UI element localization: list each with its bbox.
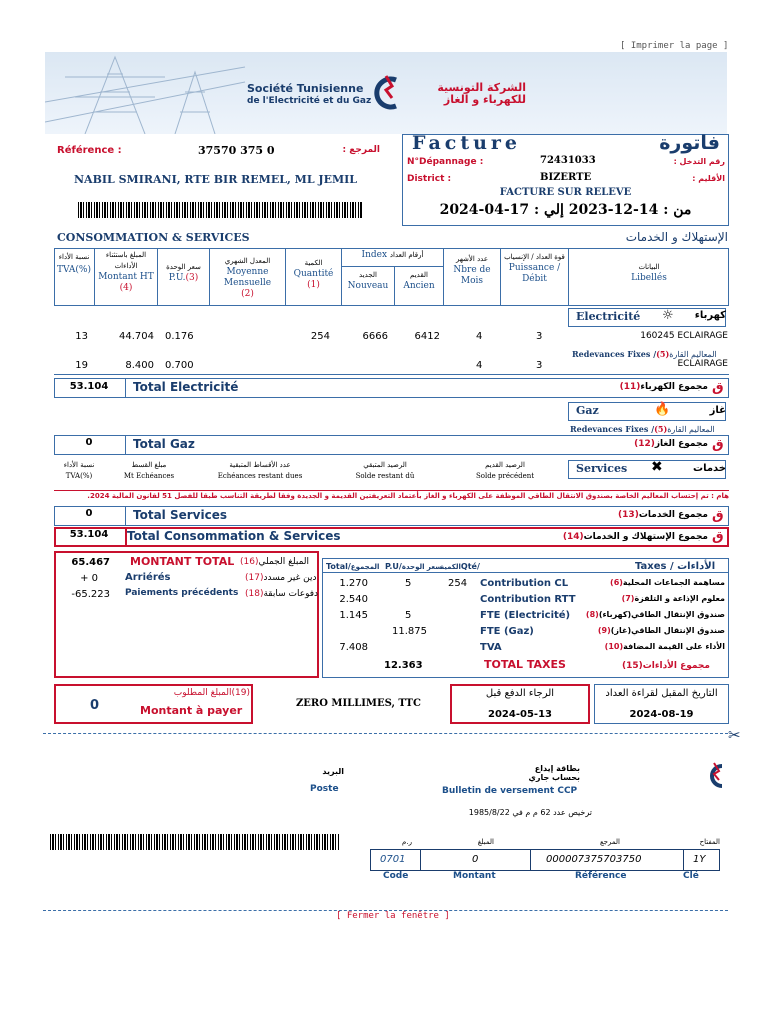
ccp-fields-box [370, 849, 720, 871]
tax-row-total: 7.408 [339, 642, 368, 653]
tax-row-pu: 11.875 [392, 626, 427, 637]
steg-mini-icon: ﻕ [712, 380, 724, 395]
montant-ar: المبلغ [477, 838, 494, 846]
elec-row1-nouveau: 6666 [362, 331, 388, 342]
services-label-ar: خدمات [693, 463, 726, 474]
tax-row-label: FTE (Gaz) [480, 626, 534, 637]
elec-row2-libelle: ECLAIRAGE [677, 359, 728, 369]
scissors-icon: ✂ [728, 726, 741, 744]
elec-row1-qte: 254 [310, 331, 330, 342]
header-mois: عدد الأشهر Nbre de Mois [453, 255, 491, 286]
elec-row1-pu: 0.176 [165, 331, 194, 342]
steg-logo-icon [704, 760, 728, 792]
taxes-header-qte: الكميةQté/ [440, 562, 480, 571]
header-moyenne: المعدل الشهري Moyenne Mensuelle (2) [223, 257, 272, 299]
elec-row2-puissance: 3 [536, 360, 543, 371]
total-services-ar: مجموع الخدمات(13) [618, 510, 708, 520]
tax-row-ar: صندوق الإنتقال الطاقي(كهرباء)(8) [585, 610, 725, 619]
arrieres-value: + 0 [80, 573, 98, 584]
elec-row1-mois: 4 [476, 331, 483, 342]
total-services-value: 0 [85, 508, 93, 519]
barcode [78, 202, 362, 218]
due-date-ar: الرجاء الدفع قبل [485, 688, 555, 699]
ccp-barcode [50, 834, 340, 850]
paiements-label: Paiements précédents [125, 588, 239, 598]
tax-row-ar: مساهمة الجماعات المحلية(6) [610, 578, 725, 587]
ccp-ref-value: 000007375703750 [546, 854, 642, 865]
company-name-fr: Société Tunisienne de l'Electricité et du Gaz [247, 82, 372, 106]
gaz-label-ar: غاز [709, 405, 726, 416]
montant-a-payer-ar: (19)المبلغ المطلوب [173, 688, 250, 698]
paiements-num: (18)دفوعات سابقة [245, 589, 319, 599]
reference-value: 37570 375 0 [198, 144, 275, 157]
montant-label: Montant [453, 871, 496, 881]
summary-box [54, 551, 319, 678]
tax-row-pu: 5 [405, 610, 412, 621]
elec-row2-mois: 4 [476, 360, 483, 371]
ccp-cle-value: 1Y [693, 854, 706, 865]
elec-row2-montant: 8.400 [125, 360, 154, 371]
customer-address: NABIL SMIRANI, RTE BIR REMEL, ML JEMIL [74, 173, 358, 186]
services-header-solde: الرصيد المتبقي Solde restant dû [355, 461, 415, 480]
cle-ar: المفتاح [699, 838, 720, 846]
reference-label-ccp: Référence [575, 871, 627, 881]
montant-total-label: MONTANT TOTAL [130, 555, 235, 568]
header-index: Index أرقام العداد [361, 250, 424, 260]
tools-icon: ✖ [651, 459, 663, 475]
steg-mini-icon: ﻕ [712, 529, 724, 544]
services-header-tva: نسبة الأداء TVA(%) [63, 461, 95, 480]
total-electricite-ar: مجموع الكهرباء(11) [619, 382, 708, 392]
district-value: BIZERTE [540, 172, 592, 183]
steg-mini-icon: ﻕ [712, 437, 724, 452]
tax-row-label: Contribution RTT [480, 594, 576, 605]
ref-ar: المرجع [599, 838, 620, 846]
total-gaz-label: Total Gaz [133, 437, 195, 451]
services-header-ech-rest: عدد الأقساط المتبقية Echéances restant dues [217, 461, 303, 480]
ccp-code-value: 0701 [380, 854, 406, 865]
taxes-header-pu: P.U/سعر الوحدة [385, 562, 443, 571]
close-window-link[interactable]: [ Fermer la fenêtre ] [336, 911, 450, 921]
tax-row-qte: 254 [448, 578, 468, 589]
header-montant: المبلغ باستثناء الأداءات Montant HT (4) [98, 251, 154, 293]
poste-label: Poste [310, 784, 339, 794]
total-electricite-value: 53.104 [69, 381, 109, 392]
depannage-label: N°Dépannage : [407, 157, 484, 167]
invoice-title-ar: فاتورة [659, 132, 720, 154]
steg-logo-icon [372, 72, 404, 112]
services-label: Services [576, 462, 628, 475]
header-quantite: الكمية Quantité (1) [293, 259, 334, 290]
code-label: Code [383, 871, 409, 881]
grand-total-label: Total Consommation & Services [127, 529, 341, 543]
header-ancien: القديم Ancien [403, 271, 435, 291]
grand-total-value: 53.104 [69, 529, 109, 540]
tax-row-ar: الأداء على القيمة المضافة(10) [604, 642, 725, 651]
montant-a-payer-value: 0 [90, 698, 100, 713]
elec-row1-libelle: 160245 ECLAIRAGE [640, 331, 728, 341]
total-taxes-label: TOTAL TAXES [484, 658, 566, 671]
cle-label: Clé [683, 871, 699, 881]
taxes-title: Taxes / الأداءات [635, 561, 716, 572]
reference-label-ar: المرجع : [342, 145, 380, 155]
electricity-label: Electricité [576, 310, 641, 323]
flame-icon: 🔥 [654, 402, 671, 417]
district-label-ar: الأقليم : [692, 174, 725, 183]
poste-ar: البريد [322, 767, 344, 776]
tax-row-total: 1.145 [339, 610, 368, 621]
montant-a-payer-label: Montant à payer [140, 704, 243, 717]
invoice-period: من : 14-12-2023 إلي : 17-04-2024 [439, 202, 692, 218]
elec-redevances: Redevances Fixes /(5)المعاليم القارة [572, 349, 717, 359]
invoice-type: FACTURE SUR RELEVE [499, 187, 632, 198]
services-header-prec: الرصيد القديم Solde précédent [475, 461, 535, 480]
total-electricite-label: Total Electricité [133, 380, 239, 394]
fte-notice: هام : تم إحتساب المعاليم الخاصة بصندوق الانتقال الطاقي الموظفة على الكهرباء و الغاز بأعتماد التعريفتين القديمة و الجديدة وفقا لطريقة التناسب طبقا للفصل 51 لقانون المالية 2024. [87, 492, 729, 500]
district-label: District : [407, 174, 452, 184]
elec-row1-montant: 44.704 [119, 331, 154, 342]
gaz-label: Gaz [576, 404, 599, 417]
tax-row-ar: صندوق الإنتقال الطاقي(غاز)(9) [597, 626, 725, 635]
elec-row1-puissance: 3 [536, 331, 543, 342]
tax-row-total: 1.270 [339, 578, 368, 589]
due-date-value: 2024-05-13 [488, 709, 552, 720]
elec-row1-tva: 13 [75, 331, 88, 342]
next-reading-value: 2024-08-19 [629, 709, 694, 720]
montant-en-lettres: ZERO MILLIMES, TTC [296, 698, 421, 709]
tax-row-ar: معلوم الإذاعة و التلفزة(7) [621, 594, 725, 603]
total-gaz-ar: مجموع الغاز(12) [634, 439, 708, 449]
next-reading-ar: التاريخ المقبل لقراءة العداد [605, 688, 718, 699]
sun-icon: ☼ [662, 308, 674, 323]
cut-line [43, 733, 728, 734]
grand-total-ar: مجموع الإستهلاك و الخدمات(14) [562, 532, 708, 542]
services-header-ech: مبلغ القسط Mt Echéances [123, 461, 175, 480]
print-link[interactable]: [ Imprimer la page ] [620, 41, 729, 51]
electricity-label-ar: كهرباء [694, 310, 726, 321]
ccp-montant-value: 0 [472, 854, 479, 865]
code-ar: ر.م [402, 838, 412, 846]
total-gaz-value: 0 [85, 437, 93, 448]
header-puissance: قوة العداد / الإنسياب Puissance / Débit [504, 253, 565, 284]
elec-row1-ancien: 6412 [414, 331, 440, 342]
arrieres-label: Arriérés [125, 572, 171, 583]
header-tva: نسبة الأداء TVA(%) [57, 253, 91, 275]
invoice-title-fr: Facture [412, 132, 522, 154]
tax-row-label: Contribution CL [480, 578, 569, 589]
montant-total-value: 65.467 [71, 557, 110, 568]
gaz-redevances: Redevances Fixes /(5)المعاليم القارة [570, 424, 715, 434]
header-pu: سعر الوحدة P.U.(3) [166, 263, 201, 283]
montant-total-num: (16)المبلغ الجملي [240, 557, 310, 567]
reference-label: Référence : [57, 145, 122, 156]
header-libelles: البيانات Libellés [631, 263, 667, 283]
tax-row-pu: 5 [405, 578, 412, 589]
arrieres-num: (17)دين غير مسدد [245, 573, 317, 583]
consumption-title: CONSOMMATION & SERVICES [57, 231, 250, 244]
total-services-label: Total Services [133, 508, 227, 522]
total-taxes-ar: مجموع الأداءات(15) [621, 661, 710, 671]
depannage-value: 72431033 [540, 155, 596, 166]
depannage-label-ar: رقم التدخل : [673, 157, 725, 166]
taxes-header-total: Total/المجموع [326, 562, 380, 571]
company-name-ar: الشركة التونسية للكهرباء و الغاز [437, 81, 526, 106]
elec-row2-tva: 19 [75, 360, 88, 371]
consumption-title-ar: الإستهلاك و الخدمات [625, 230, 728, 244]
bulletin-ar: بطاقة إيداع بحساب جاري [528, 764, 580, 782]
steg-mini-icon: ﻕ [712, 508, 724, 523]
tax-row-label: FTE (Electricité) [480, 610, 571, 621]
paiements-value: -65.223 [71, 589, 110, 600]
elec-row2-pu: 0.700 [165, 360, 194, 371]
header-nouveau: الجديد Nouveau [347, 271, 389, 291]
license-text: ترخيص عدد 62 م م في 1985/8/22 [468, 808, 592, 817]
tax-row-label: TVA [480, 642, 502, 653]
tax-row-total: 2.540 [339, 594, 368, 605]
total-taxes-value: 12.363 [384, 660, 423, 671]
bulletin-label: Bulletin de versement CCP [442, 786, 578, 796]
